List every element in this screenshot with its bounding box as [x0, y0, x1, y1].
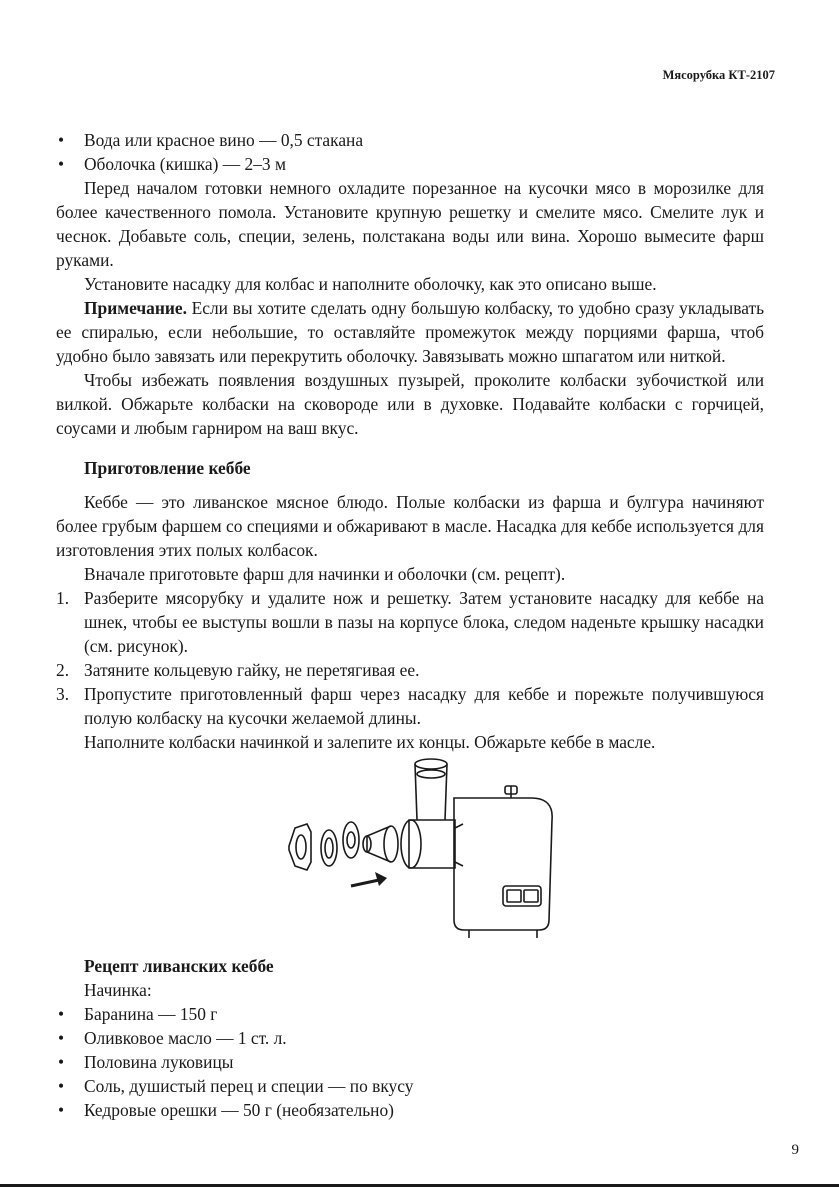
- ring-nut-hole: [296, 835, 306, 859]
- bullet: •: [58, 130, 65, 150]
- bullet: •: [58, 154, 65, 174]
- list-item-text: Оливковое масло — 1 ст. л.: [84, 1028, 287, 1048]
- switch-panel: [503, 886, 541, 906]
- bullet: •: [58, 1028, 65, 1048]
- step-item: [56, 586, 764, 658]
- list-item-text: Баранина — 150 г: [84, 1004, 218, 1024]
- paragraph: Чтобы избежать появления воздушных пузырей, проколите колбаски зубочисткой или вилкой. Обжарьте колбаски на сковороде или в духовке. Подавайте колбаски с горчицей, соусами и любым гарниром на ваш вкус.: [56, 370, 764, 438]
- paragraph: Установите насадку для колбас и наполните оболочку, как это описано выше.: [84, 274, 657, 294]
- step-number: 1.: [56, 588, 70, 608]
- step-text: Затяните кольцевую гайку, не перетягивая ее.: [84, 660, 420, 680]
- list-item: [56, 1050, 764, 1074]
- step-number: 2.: [56, 660, 70, 680]
- meat-grinder-illustration: [259, 758, 569, 938]
- list-item-text: Вода или красное вино — 0,5 стакана: [84, 130, 364, 150]
- head-neck: [455, 824, 463, 866]
- page-number: 9: [791, 1142, 799, 1158]
- step-item: [56, 682, 764, 730]
- bullet: •: [58, 1052, 65, 1072]
- page-content: [56, 128, 764, 1122]
- meat-grinder-figure: [56, 754, 764, 940]
- ring-outer: [321, 830, 337, 866]
- note-text: Если вы хотите сделать одну большую колбаску, то удобно сразу укладывать ее спиралью, если небольшие, то оставляйте промежуток между порциями фарша, чтоб удобно было завязать или перекрутить оболочку. Завязывать можно шпагатом или ниткой.: [56, 298, 764, 366]
- hopper-ring: [417, 770, 445, 778]
- ring-inner: [325, 838, 333, 858]
- list-item: [56, 128, 764, 152]
- bullet: •: [58, 1076, 65, 1096]
- hopper-top: [415, 759, 447, 769]
- head-front: [401, 820, 421, 868]
- bullet: •: [58, 1004, 65, 1024]
- ring-nut: [289, 824, 311, 870]
- motor-body: [454, 798, 552, 930]
- subheading: Начинка:: [84, 980, 152, 1000]
- list-item-text: Соль, душистый перец и специи — по вкусу: [84, 1076, 414, 1096]
- bullet: •: [58, 1100, 65, 1120]
- note-paragraph: [56, 296, 764, 368]
- step-text: Пропустите приготовленный фарш через насадку для кеббе и порежьте получившуюся полую колбаску на кусочки желаемой длины.: [84, 684, 764, 728]
- assembly-arrow-line: [351, 880, 379, 886]
- switch-left: [507, 890, 521, 902]
- paragraph: Перед началом готовки немного охладите порезанное на кусочки мясо в морозилке для более качественного помола. Установите крупную решетку и смелите мясо. Смелите лук и чеснок. Добавьте соль, специи, зелень, полстакана воды или вина. Хорошо вымесите фарш руками.: [56, 178, 764, 270]
- kebbe-plate-inner: [347, 832, 355, 848]
- list-item-text: Кедровые орешки — 50 г (необязательно): [84, 1100, 394, 1120]
- step-number: 3.: [56, 684, 70, 704]
- step-item: [56, 658, 764, 682]
- list-item: [56, 152, 764, 176]
- switch-right: [524, 890, 538, 902]
- paragraph: Вначале приготовьте фарш для начинки и оболочки (см. рецепт).: [84, 564, 566, 584]
- list-item: [56, 1026, 764, 1050]
- list-item: [56, 1098, 764, 1122]
- note-label: Примечание.: [84, 298, 187, 318]
- section-heading: Рецепт ливанских кеббе: [84, 956, 274, 976]
- paragraph: Наполните колбаски начинкой и залепите их концы. Обжарьте кеббе в масле.: [84, 732, 656, 752]
- grinder-head: [409, 820, 455, 868]
- running-header: Мясорубка КТ-2107: [662, 68, 775, 82]
- section-heading: Приготовление кеббе: [84, 458, 251, 478]
- kebbe-cone-ring: [384, 826, 398, 862]
- list-item: [56, 1074, 764, 1098]
- step-text: Разберите мясорубку и удалите нож и решетку. Затем установите насадку для кеббе на шнек, чтобы ее выступы вошли в пазы на корпусе блока, следом наденьте крышку насадки (см. рисунок).: [84, 588, 764, 656]
- list-item-text: Оболочка (кишка) — 2–3 м: [84, 154, 286, 174]
- bottom-rule: [0, 1184, 839, 1187]
- list-item: [56, 1002, 764, 1026]
- kebbe-plate: [343, 822, 359, 858]
- list-item-text: Половина луковицы: [84, 1052, 234, 1072]
- paragraph: Кеббе — это ливанское мясное блюдо. Полые колбаски из фарша и булгура начиняют более грубым фаршем со специями и обжаривают в масле. Насадка для кеббе используется для изготовления этих полых колбасок.: [56, 492, 764, 560]
